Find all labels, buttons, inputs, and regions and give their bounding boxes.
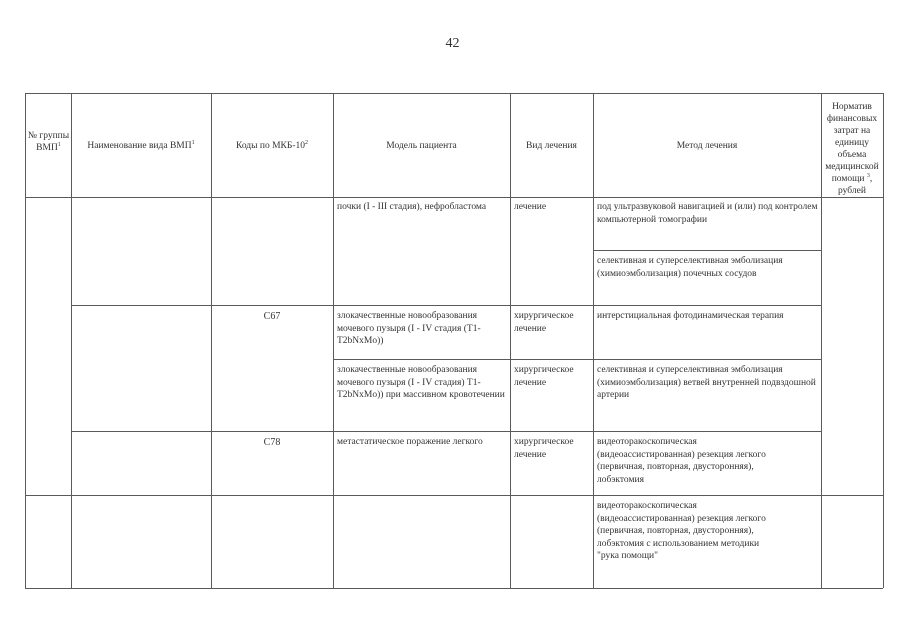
vmp-table [25,93,883,588]
footnote-mark: 1 [57,141,61,148]
page-number: 42 [445,36,460,51]
treatment-method-cell: видеоторакоскопическая (видеоассистированная) резекция легкого (первичная, повторная, двусторонняя), лобэктомия [597,437,766,485]
footnote-mark: 1 [191,139,195,146]
row-separator [25,495,883,496]
row-separator [333,359,821,360]
table-border-top [25,93,883,94]
header-cost-norm [823,101,881,197]
column-separator [211,93,212,588]
column-separator [821,93,822,588]
header-cost-norm-text: Норматив финансовых затрат на единицу объема медицинской помощи [825,102,879,184]
header-treatment-type: Вид лечения [526,141,577,151]
treatment-method-cell: интерстициальная фотодинамическая терапия [597,311,784,321]
header-vmp-name-text: Наименование вида ВМП [87,141,192,151]
treatment-method-cell: видеоторакоскопическая (видеоассистированная) резекция легкого (первичная, повторная, двусторонняя), лобэктомия с использованием методики "рука помощи" [597,501,766,562]
row-separator [71,305,821,306]
header-group-no-text: № группы ВМП [27,131,70,153]
icd-code-cell: C78 [263,437,281,448]
header-icd-codes [213,140,331,152]
patient-model-cell: злокачественные новообразования мочевого пузыря (I - IV стадия) T1-T2bNxMo)) при массивном кровотечении [337,365,505,401]
header-vmp-name [73,140,209,152]
treatment-type-cell: хирургическое лечение [514,311,574,334]
treatment-type-cell: хирургическое лечение [514,365,574,388]
column-separator [333,93,334,588]
header-icd-codes-text: Коды по МКБ-10 [235,141,306,151]
header-separator [25,197,883,198]
table-border-bottom [25,588,883,589]
row-separator [593,250,821,251]
column-separator [71,93,72,588]
header-group-no [27,130,70,154]
header-treatment-method: Метод лечения [676,141,738,151]
row-separator [71,431,821,432]
footnote-mark: 2 [305,139,309,146]
treatment-type-cell: лечение [514,202,547,212]
treatment-type-cell: хирургическое лечение [514,437,574,460]
treatment-method-cell: селективная и суперселективная эмболизация (химиоэмболизация) почечных сосудов [597,256,783,279]
column-separator [593,93,594,588]
table-border-left [25,93,26,588]
table-border-right [883,93,884,588]
treatment-method-cell: селективная и суперселективная эмболизация (химиоэмболизация) ветвей внутренней подвздошной артерии [597,365,816,401]
patient-model-cell: злокачественные новообразования мочевого пузыря (I - IV стадия (T1-T2bNxMo)) [337,311,481,347]
column-separator [510,93,511,588]
header-patient-model: Модель пациента [386,141,457,151]
header-cost-norm-unit: , рублей [838,174,873,196]
icd-code-cell: C67 [263,311,281,322]
patient-model-cell: метастатическое поражение легкого [337,437,483,447]
treatment-method-cell: под ультразвуковой навигацией и (или) под контролем компьютерной томографии [597,202,818,225]
patient-model-cell: почки (I - III стадия), нефробластома [337,202,487,212]
footnote-mark: 3 [866,172,870,179]
